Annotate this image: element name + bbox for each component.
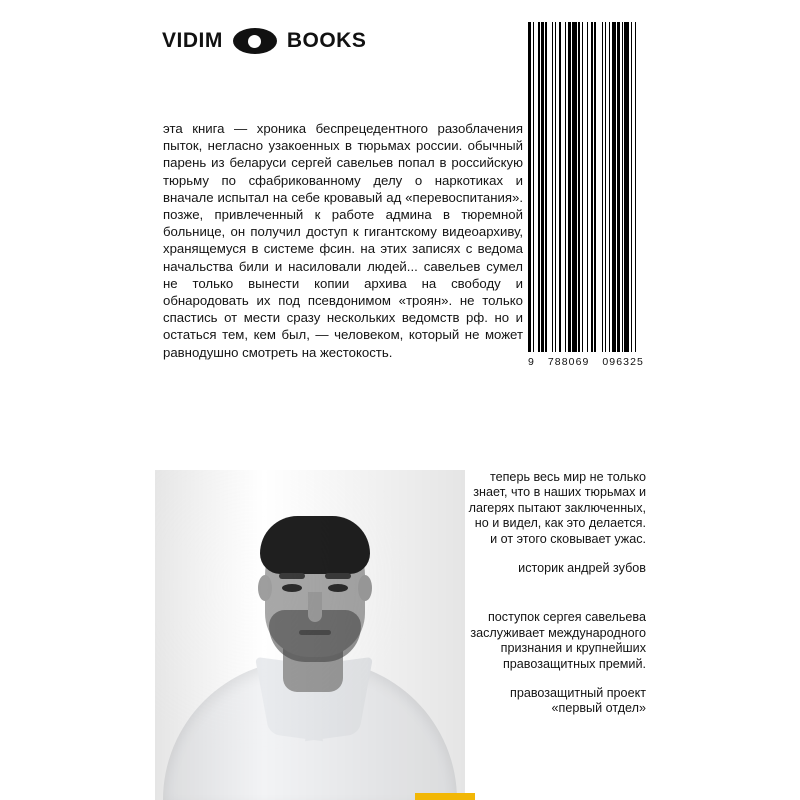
publisher-name-right: BOOKS [286, 29, 367, 52]
quote-attribution-2: правозащитный проект «первый отдел» [510, 686, 646, 716]
eye-icon [233, 28, 277, 54]
portrait-shading [155, 470, 465, 800]
quote-attribution-1: историк андрей зубов [518, 561, 646, 576]
quote-text-2: поступок сергея савельева заслуживает международного признания и крупнейших правозащитных премий. [470, 610, 646, 671]
quotes-column [466, 470, 646, 717]
barcode-space [636, 22, 638, 352]
author-portrait-photo [155, 470, 465, 800]
bottom-accent-strip [415, 793, 475, 800]
barcode-bars [528, 22, 644, 352]
publisher-logo [162, 28, 366, 54]
back-cover-blurb [163, 120, 523, 361]
barcode-block [528, 22, 644, 368]
quote-text-1: теперь весь мир не только знает, что в наших тюрьмах и лагерях пытают заключенных, но и видел, как это делается. и от этого сковывает ужас. [468, 470, 646, 546]
barcode-digits-mid: 788069 [547, 356, 590, 368]
barcode-digit-left: 9 [528, 356, 535, 368]
quotes-spacer [466, 576, 646, 610]
blurb-text: эта книга — хроника беспрецедентного разоблачения пыток, негласно узакоенных в тюрьмах россии. обычный парень из беларуси сергей савельев попал в российскую тюрьму по сфабрикованному делу о наркотиках и вначале испытал на себе кровавый ад «перевоспитания». позже, привлеченный к работе админа в тюремной больнице, он получил доступ к гигантскому видеоархиву, хранящемуся в системе фсин. на этих записях с ведома начальства били и насиловали людей... савельев сумел не только вынести копии архива на свободу и обнародовать их под псевдонимом «троян». не только спастись от мести сразу нескольких ведомств рф. но и остаться тем, кем был, — человеком, который не может равнодушно смотреть на жестокость. [163, 121, 523, 360]
barcode-digits-right: 096325 [602, 356, 644, 368]
barcode-digits [528, 356, 644, 368]
publisher-name-left: VIDIM [162, 29, 223, 52]
eye-pupil [248, 35, 261, 48]
